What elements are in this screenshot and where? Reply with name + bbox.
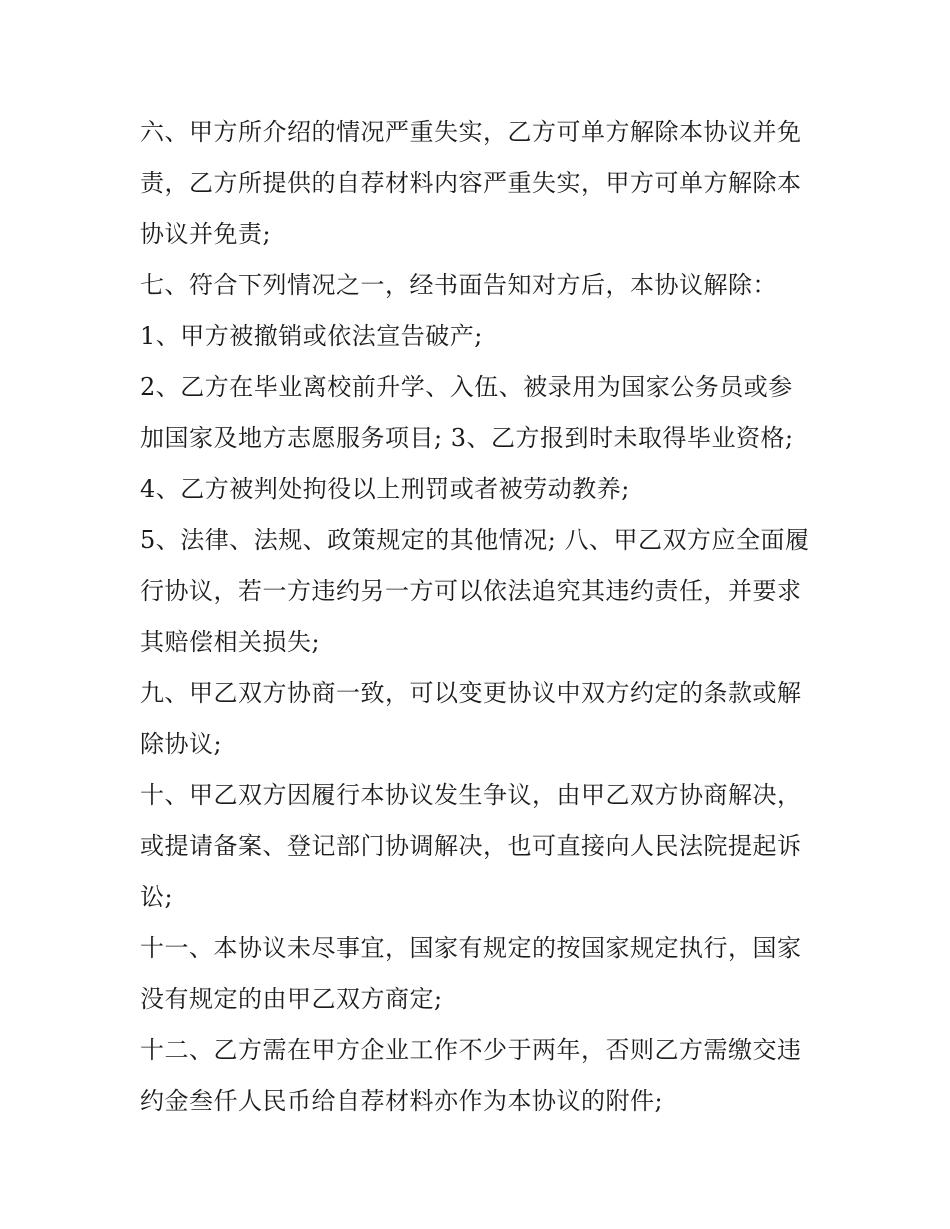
clause-11 <box>140 923 816 1025</box>
text-line: 没有规定的由甲乙双方商定; <box>140 985 443 1013</box>
text-line: 六、甲方所介绍的情况严重失实，乙方可单方解除本协议并免 <box>140 118 802 146</box>
text-line: 加国家及地方志愿服务项目; 3、乙方报到时未取得毕业资格; <box>140 424 794 452</box>
text-line: 5、法律、法规、政策规定的其他情况; 八、甲乙双方应全面履 <box>140 526 810 554</box>
clause-7-item-2-3 <box>140 362 816 464</box>
text-line: 或提请备案、登记部门协调解决，也可直接向人民法院提起诉 <box>140 832 802 860</box>
clause-12 <box>140 1025 816 1127</box>
text-line: 讼; <box>140 883 174 911</box>
document-body <box>140 107 816 1127</box>
text-line: 十、甲乙双方因履行本协议发生争议，由甲乙双方协商解决， <box>140 781 802 809</box>
text-line: 责，乙方所提供的自荐材料内容严重失实，甲方可单方解除本 <box>140 169 802 197</box>
text-line: 十一、本协议未尽事宜，国家有规定的按国家规定执行，国家 <box>140 934 802 962</box>
text-line: 约金叁仟人民币给自荐材料亦作为本协议的附件; <box>140 1087 664 1115</box>
text-line: 除协议; <box>140 730 223 758</box>
text-line: 1、甲方被撤销或依法宣告破产; <box>140 322 483 350</box>
text-line: 协议并免责; <box>140 220 272 248</box>
clause-6 <box>140 107 816 260</box>
clause-7-item-4 <box>140 464 816 515</box>
text-line: 十二、乙方需在甲方企业工作不少于两年，否则乙方需缴交违 <box>140 1036 802 1064</box>
clause-7-item-1 <box>140 311 816 362</box>
text-line: 九、甲乙双方协商一致，可以变更协议中双方约定的条款或解 <box>140 679 802 707</box>
clause-7 <box>140 260 816 311</box>
clause-10 <box>140 770 816 923</box>
text-line: 其赔偿相关损失; <box>140 628 321 656</box>
text-line: 4、乙方被判处拘役以上刑罚或者被劳动教养; <box>140 475 630 503</box>
clause-9 <box>140 668 816 770</box>
text-line: 2、乙方在毕业离校前升学、入伍、被录用为国家公务员或参 <box>140 373 793 401</box>
clause-7-item-5-and-clause-8 <box>140 515 816 668</box>
text-line: 七、符合下列情况之一，经书面告知对方后，本协议解除： <box>140 271 777 299</box>
text-line: 行协议，若一方违约另一方可以依法追究其违约责任，并要求 <box>140 577 802 605</box>
